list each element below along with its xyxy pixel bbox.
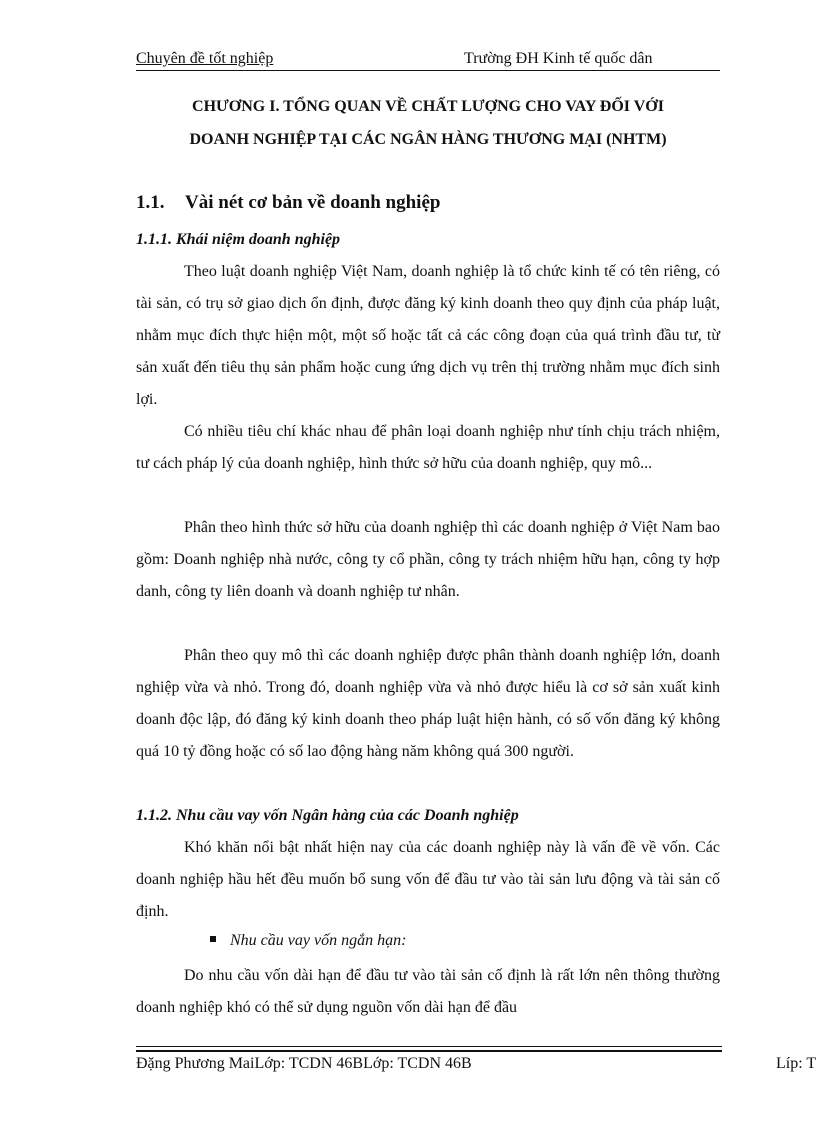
footer-rule-thick — [136, 1050, 722, 1052]
header-university: Trường ĐH Kinh tế quốc dân — [464, 50, 653, 67]
square-bullet-icon — [210, 936, 216, 942]
section-number: 1.1. — [136, 192, 165, 213]
subsection-heading-1: 1.1.1. Khái niệm doanh nghiệp — [136, 231, 341, 248]
footer-author-class: Đặng Phương MaiLớp: TCDN 46BLớp: TCDN 46B — [136, 1055, 472, 1072]
chapter-title — [136, 90, 720, 156]
bullet-item — [210, 932, 406, 950]
paragraph-criteria: Có nhiều tiêu chí khác nhau để phân loại doanh nghiệp như tính chịu trách nhiệm, tư cách pháp lý của doanh nghiệp, hình thức sở hữu của doanh nghiệp, quy mô... — [136, 423, 720, 472]
chapter-title-line-1: CHƯƠNG I. TỔNG QUAN VỀ CHẤT LƯỢNG CHO VAY ĐỐI VỚI — [192, 98, 664, 115]
page-header — [136, 50, 720, 72]
subsection-heading-2: 1.1.2. Nhu cầu vay vốn Ngân hàng của các Doanh nghiệp — [136, 807, 519, 824]
chapter-title-line-2: DOANH NGHIỆP TẠI CÁC NGÂN HÀNG THƯƠNG MẠI (NHTM) — [189, 131, 667, 148]
section-title-text: Vài nét cơ bản về doanh nghiệp — [185, 192, 441, 213]
footer-rule-thin — [136, 1046, 722, 1047]
paragraph-scale: Phân theo quy mô thì các doanh nghiệp được phân thành doanh nghiệp lớn, doanh nghiệp vừa và nhỏ. Trong đó, doanh nghiệp vừa và nhỏ được hiểu là cơ sở sản xuất kinh doanh độc lập, đó đăng ký kinh doanh theo pháp luật hiện hành, có số vốn đăng ký không quá 10 tỷ đồng hoặc có số lao động hàng năm không quá 300 người. — [136, 647, 720, 760]
paragraph-long-term-capital: Do nhu cầu vốn dài hạn để đầu tư vào tài sản cố định là rất lớn nên thông thường doanh nghiệp khó có thể sử dụng nguồn vốn dài hạn để đầu — [136, 967, 720, 1016]
header-rule — [136, 70, 720, 71]
section-heading — [136, 192, 440, 214]
paragraph-ownership: Phân theo hình thức sở hữu của doanh nghiệp thì các doanh nghiệp ở Việt Nam bao gồm: Doanh nghiệp nhà nước, công ty cổ phần, công ty trách nhiệm hữu hạn, công ty hợp danh, công ty liên doanh và doanh nghiệp tư nhân. — [136, 519, 720, 600]
bullet-text: Nhu cầu vay vốn ngắn hạn: — [230, 932, 407, 949]
footer-class-clipped: Líp: T — [776, 1055, 816, 1072]
paragraph-definition: Theo luật doanh nghiệp Việt Nam, doanh nghiệp là tổ chức kinh tế có tên riêng, có tài sản, có trụ sở giao dịch ổn định, được đăng ký kinh doanh theo quy định của pháp luật, nhằm mục đích thực hiện một, một số hoặc tất cả các công đoạn của quá trình đầu tư, từ sản xuất đến tiêu thụ sản phẩm hoặc cung ứng dịch vụ trên thị trường nhằm mục đích sinh lợi. — [136, 263, 720, 408]
paragraph-capital-difficulty: Khó khăn nổi bật nhất hiện nay của các doanh nghiệp này là vấn đề về vốn. Các doanh nghiệp hầu hết đều muốn bổ sung vốn để đầu tư vào tài sản lưu động và tài sản cố định. — [136, 839, 720, 920]
header-document-type: Chuyên đề tốt nghiệp — [136, 50, 274, 67]
